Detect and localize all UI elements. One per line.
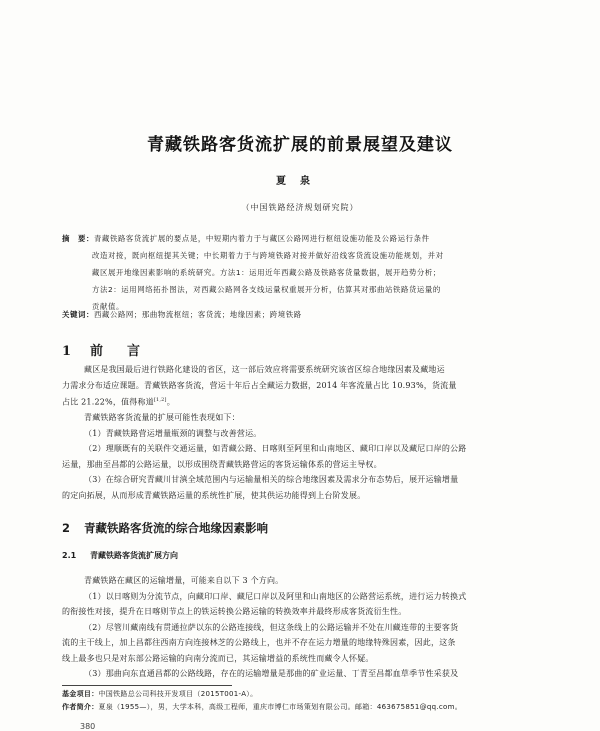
keywords xyxy=(62,309,550,320)
abstract-label: 摘 要： xyxy=(62,234,94,243)
abstract-text: 青藏铁路客货流扩展的要点是，中短期内着力于与藏区公路网进行枢纽设施功能及公路运行条件 xyxy=(93,234,430,243)
keywords-text: 西藏公路网；那曲物流枢纽；客货流；地缘因素；跨境铁路 xyxy=(93,310,302,319)
paragraph-line: 运量，那曲至昌都的公路运量，以形成围绕青藏铁路营运的客货运输体系的营运主导权。 xyxy=(62,459,382,469)
subsection-heading-2-1 xyxy=(62,550,178,561)
paragraph-line: （3）在综合研究青藏川甘滇全域范围内与运输量相关的综合地缘因素及需求分布态势后，展开运输增量 xyxy=(84,475,459,485)
paragraph-line: 力需求分布适应课题。青藏铁路客货流，营运十年后占全藏运力数据，2014 年客流量占比 10.93%，货流量 xyxy=(62,380,457,390)
section-1-body xyxy=(62,362,557,503)
subsection-number: 2.1 xyxy=(62,551,77,560)
fund-footnote xyxy=(62,688,557,701)
paragraph-line: 青藏铁路在藏区的运输增量，可能来自以下 3 个方向。 xyxy=(84,576,284,585)
paper-title: 青藏铁路客货流扩展的前景展望及建议 xyxy=(147,135,453,155)
abstract-line: 改造对接，既向枢纽提其关键；中长期着力于与跨境铁路对接并做好沿线客货流设施功能规划，并对 xyxy=(92,251,444,260)
section-title: 青藏铁路客货流的综合地缘因素影响 xyxy=(84,521,268,535)
section-heading-2 xyxy=(62,520,268,536)
section-number: 1 xyxy=(62,344,74,359)
paragraph-line: 占比 21.22%，值得称道[1,2]。 xyxy=(62,397,175,407)
paragraph-line: 藏区是我国最后进行铁路化建设的省区，这一部后效应将需要系统研究该省区综合地缘因素及藏地运 xyxy=(84,365,445,374)
author-bio-label: 作者简介： xyxy=(62,703,99,711)
author-bio-text: 夏泉（1955—），男，大学本科，高级工程师，重庆市博仁市场策划有限公司。邮箱：463675851@qq.com。 xyxy=(98,703,463,711)
paragraph-line: （2）理顺既有的关联件交通运量，如青藏公路、日喀则至阿里和山南地区、藏印口岸以及藏尼口岸的公路 xyxy=(84,444,467,454)
abstract-line: 贡献值。 xyxy=(92,302,124,311)
paragraph-line: （3）那曲向东直通昌都的公路线路，存在的运输增量是那曲的矿业运量、丁青至昌都血草季节性采获及 xyxy=(84,669,459,678)
footnote-divider xyxy=(62,685,232,686)
paragraph-line: 青藏铁路客货流量的扩展可能性表现如下： xyxy=(84,413,240,423)
paragraph-line: 流的主干线上，加上昌都往西南方向连接林芝的公路线上，也并不存在运力增量的地缘特殊因素，因此，这条 xyxy=(62,638,456,647)
fund-label: 基金项目： xyxy=(62,690,99,698)
abstract-line: 藏区展开地缘因素影响的系统研究。方法1：运用近年西藏公路及铁路客货量数据，展开趋势分析； xyxy=(92,268,441,277)
author-affiliation: （中国铁路经济规划研究院） xyxy=(241,203,359,212)
section-2-1-body xyxy=(62,573,557,682)
citation-mark: [1,2] xyxy=(153,397,167,403)
author-name: 夏泉 xyxy=(276,176,324,187)
footnotes xyxy=(62,688,557,714)
abstract-line xyxy=(62,230,550,247)
section-number: 2 xyxy=(62,521,71,535)
abstract xyxy=(62,230,550,315)
paragraph-line: 的定向拓展，从而形成青藏铁路运量的系统性扩展，使其供运功能得到上台阶发展。 xyxy=(62,490,366,500)
page-number: 380 xyxy=(80,722,96,731)
author-footnote xyxy=(62,701,557,714)
keywords-label: 关键词： xyxy=(62,310,94,319)
paragraph-line: 的衔接性对接，提升在日喀则节点上的铁运转换公路运输的转换效率并最终形成客货流衍生性。 xyxy=(62,607,407,616)
paragraph-line: （1）以日喀则为分流节点，向藏印口岸、藏尼口岸以及阿里和山南地区的公路营运系统，进行运力转换式 xyxy=(84,591,467,601)
paragraph-line: 线上最多也只是对东部公路运输的向南分流而已，其运输增益的系统性而藏令人怀疑。 xyxy=(62,653,374,663)
section-title: 前言 xyxy=(90,344,165,359)
paragraph-text: 占比 21.22%，值得称道 xyxy=(62,397,154,407)
fund-text: 中国铁路总公司科技开发项目（2015T001-A）。 xyxy=(98,690,258,698)
abstract-line: 方法2：运用网络拓扑图法，对西藏公路网各支线运量权重展开分析，估算其对那曲站铁路货运量的 xyxy=(92,285,441,294)
section-heading-1 xyxy=(62,340,164,359)
subsection-title: 青藏铁路客货流扩展方向 xyxy=(90,551,178,560)
paragraph-line: （1）青藏铁路营运增量瓶颈的调整与改善营运。 xyxy=(84,428,262,438)
paragraph-line: （2）尽管川藏南线有贯通拉萨以东的公路连接线，但这条线上的公路运输并不处在川藏连带的主要客货 xyxy=(84,622,459,632)
